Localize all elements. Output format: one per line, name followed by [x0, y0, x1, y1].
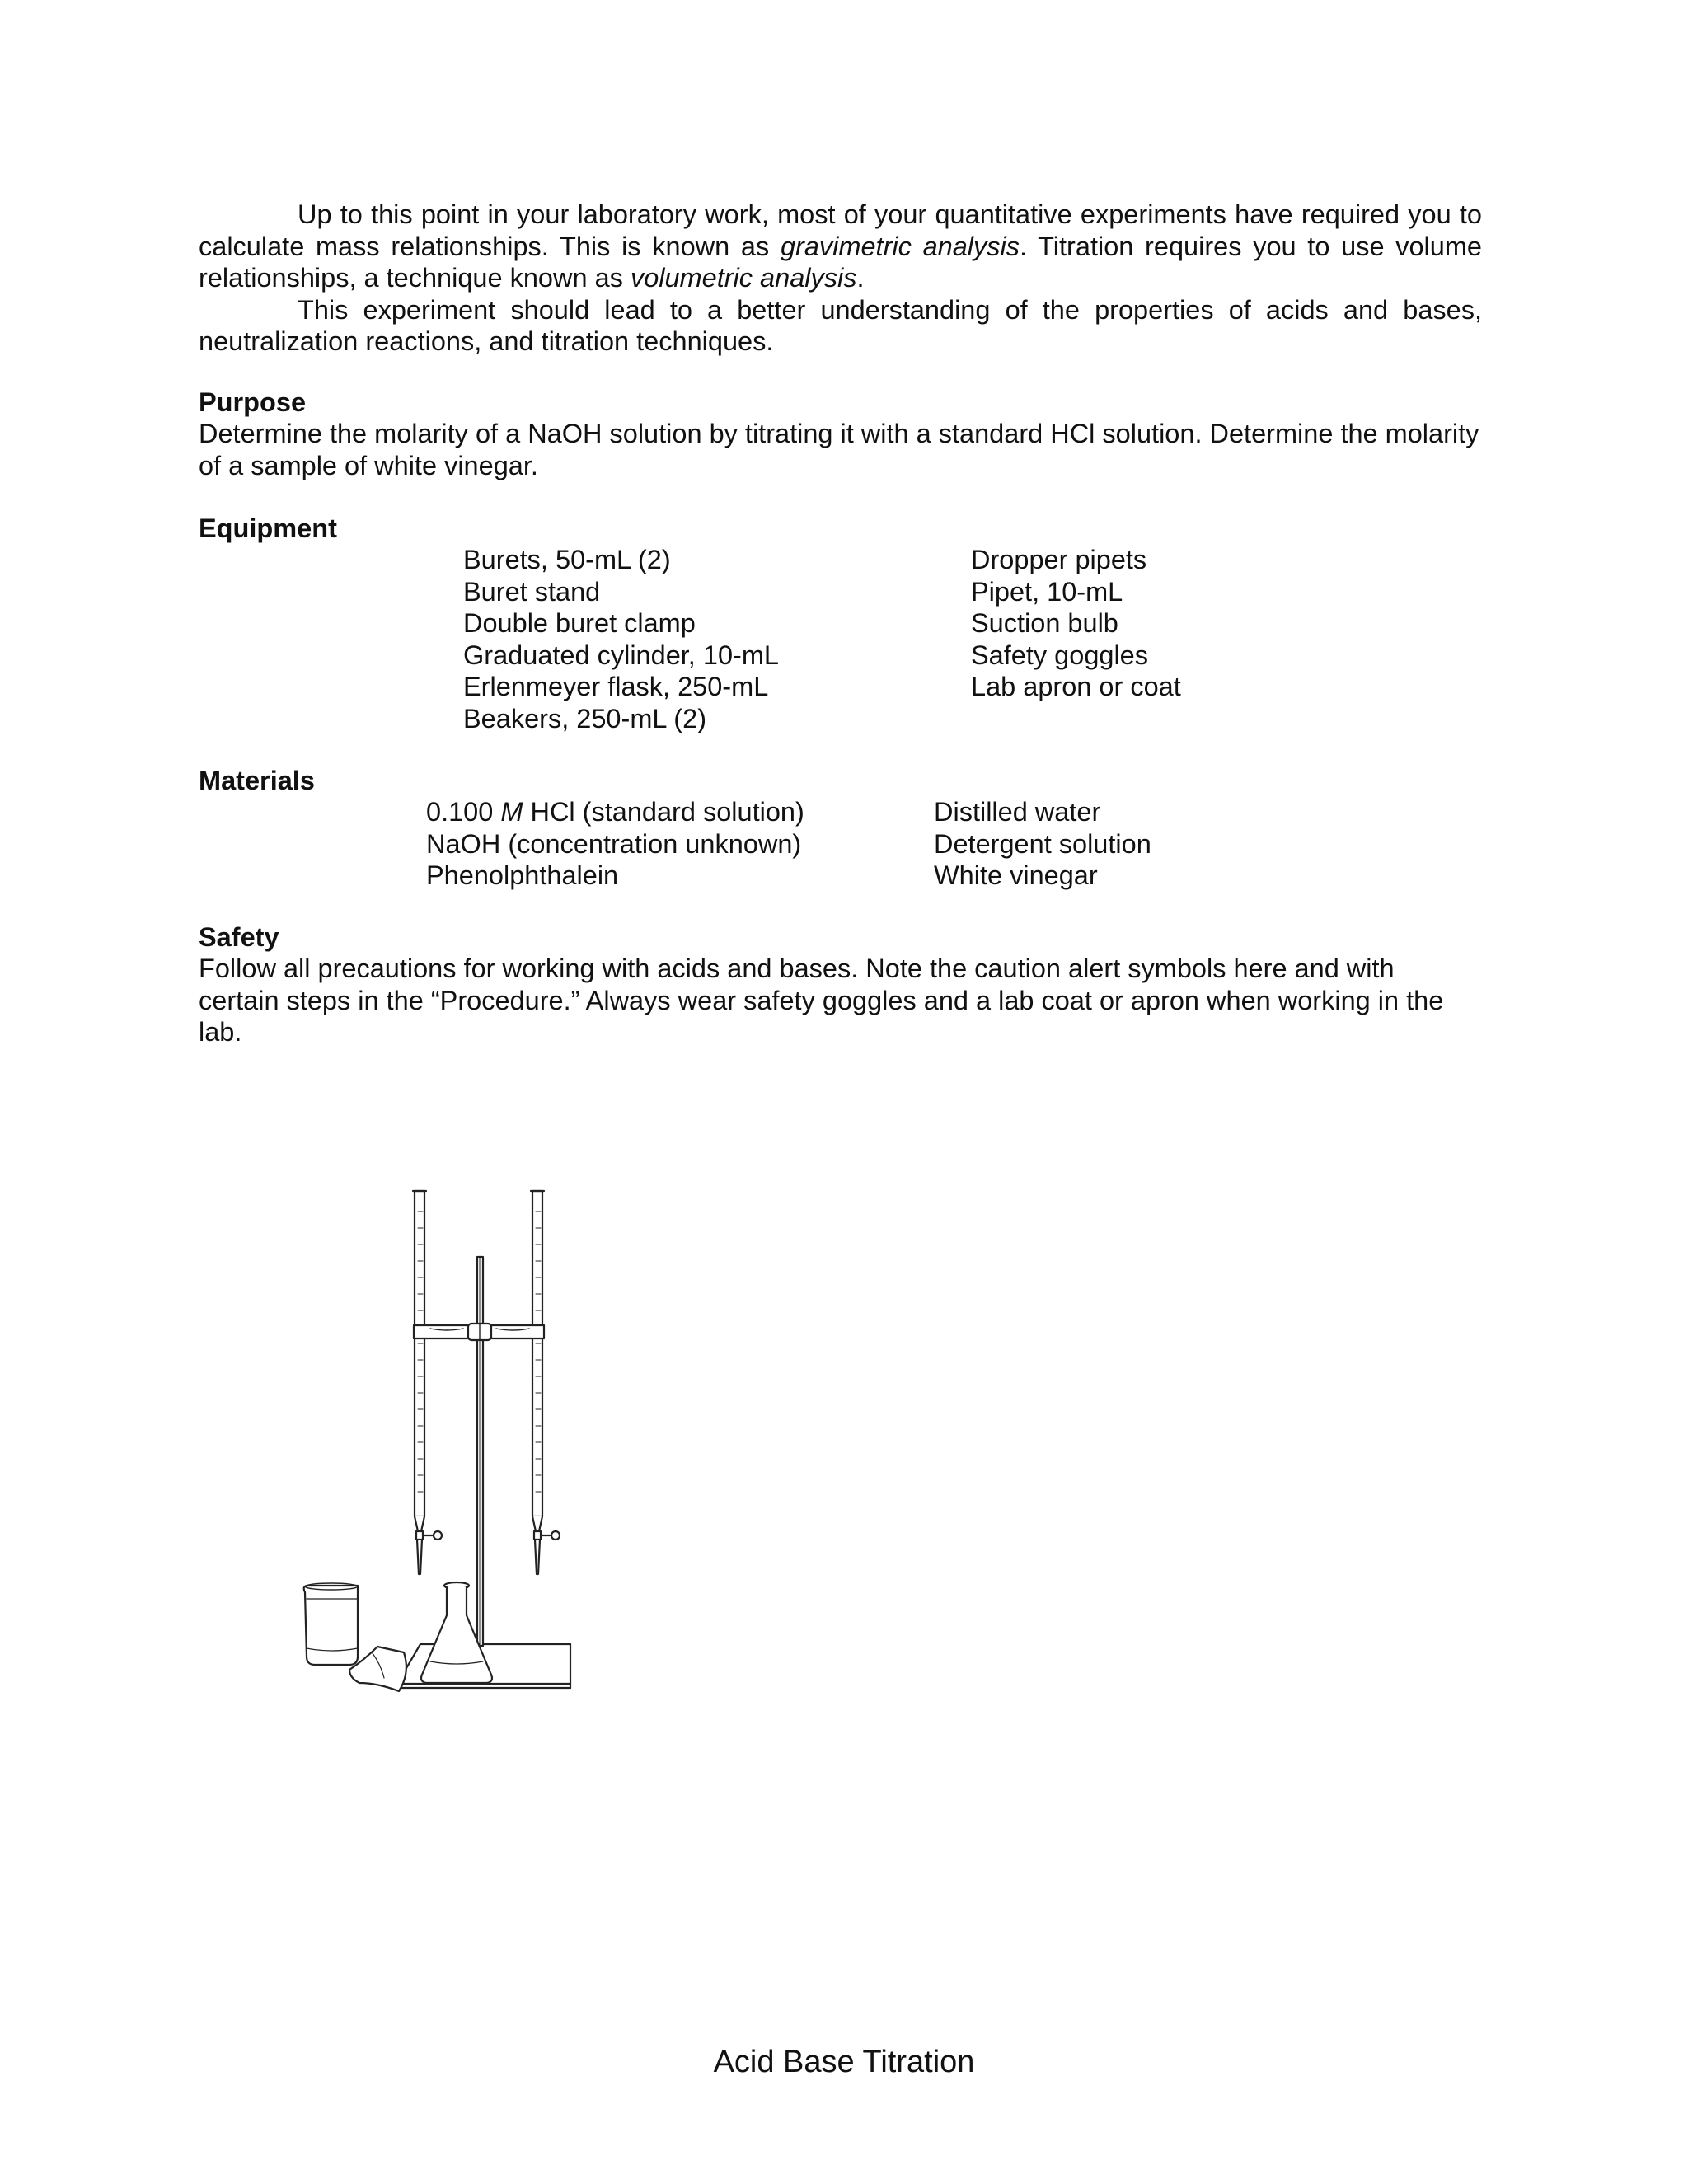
list-item: Phenolphthalein — [426, 860, 619, 890]
beaker — [304, 1583, 358, 1665]
list-item: 0.100 M HCl (standard solution) — [426, 797, 804, 827]
intro-text: . Titration requires you to use volume relationships, a technique known as — [199, 231, 1482, 293]
list-item: Erlenmeyer flask, 250-mL — [463, 672, 769, 701]
purpose-text: Determine the molarity of a NaOH solution by titrating it with a standard HCl solution. Determine the molarity of a sample of white vinegar. — [199, 419, 1479, 480]
intro-section — [199, 199, 1482, 358]
stand-rod — [477, 1257, 483, 1646]
materials-heading: Materials — [199, 766, 315, 795]
titration-apparatus-illustration — [298, 1187, 595, 1731]
double-buret-clamp — [414, 1324, 544, 1340]
list-item: Suction bulb — [971, 608, 1118, 638]
list-item: Double buret clamp — [463, 608, 696, 638]
right-buret — [531, 1191, 560, 1574]
intro-text: Up to this point in your laboratory work, most of your quantitative experiments have required you to calculate mass relationships. This is known as — [199, 199, 1482, 261]
intro-text: . — [856, 263, 865, 293]
page-footer-title: Acid Base Titration — [713, 2045, 975, 2079]
intro-paragraph-1 — [199, 199, 1482, 294]
molarity-symbol: M — [500, 797, 523, 827]
list-item: Safety goggles — [971, 640, 1149, 670]
list-item: NaOH (concentration unknown) — [426, 828, 802, 859]
list-item: Beakers, 250-mL (2) — [463, 703, 707, 733]
materials-list-left — [426, 796, 804, 892]
list-item: Distilled water — [934, 797, 1101, 827]
materials-list-right — [934, 796, 1151, 892]
list-item: Lab apron or coat — [971, 672, 1181, 701]
list-item: Dropper pipets — [971, 545, 1147, 574]
equipment-list-left — [463, 544, 779, 734]
list-item: Pipet, 10-mL — [971, 576, 1123, 607]
equipment-list-right — [971, 544, 1181, 703]
list-item: White vinegar — [934, 860, 1098, 890]
left-buret — [413, 1191, 442, 1574]
list-item: Graduated cylinder, 10-mL — [463, 640, 779, 670]
list-item: Detergent solution — [934, 828, 1151, 859]
safety-text: Follow all precautions for working with acids and bases. Note the caution alert symbols here and with certain steps in the “Procedure.” Always wear safety goggles and a lab coat or apron when working in the lab. — [199, 954, 1444, 1047]
purpose-heading: Purpose — [199, 387, 307, 417]
equipment-heading: Equipment — [199, 513, 337, 543]
list-item: Buret stand — [463, 576, 601, 607]
list-item: Burets, 50-mL (2) — [463, 545, 671, 574]
gravimetric-analysis-term: gravimetric analysis — [780, 231, 1020, 261]
safety-heading: Safety — [199, 922, 279, 952]
intro-paragraph-2: This experiment should lead to a better understanding of the properties of acids and bases, neutralization reactions, and titration techniques. — [199, 294, 1482, 356]
volumetric-analysis-term: volumetric analysis — [630, 263, 857, 293]
